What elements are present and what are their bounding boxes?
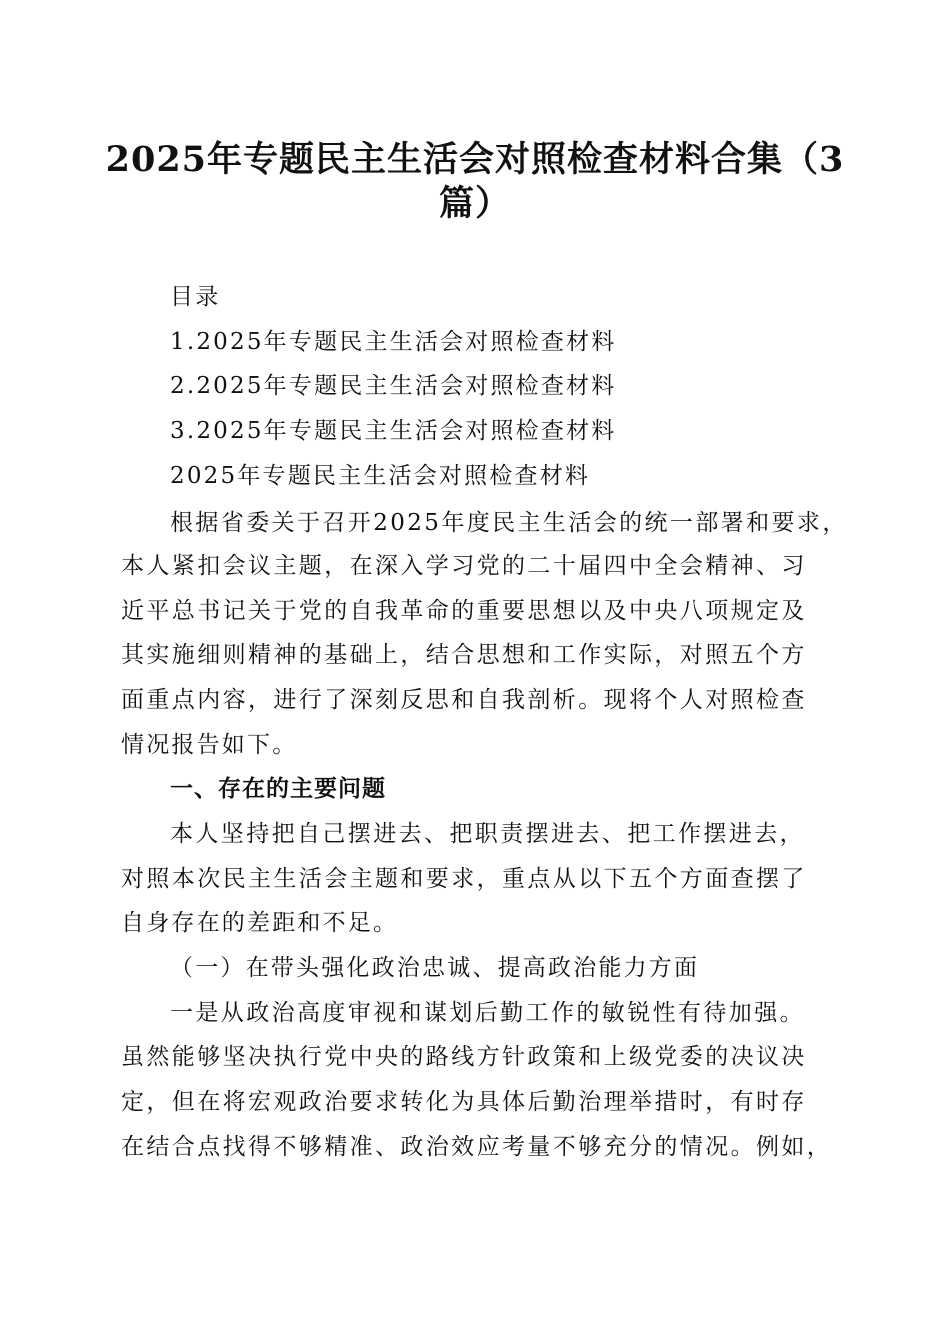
section-1-line: 本人坚持把自己摆进去、把职责摆进去、把工作摆进去， (170, 821, 805, 847)
toc-heading: 目录 (170, 284, 221, 310)
point-1-line: 一是从政治高度审视和谋划后勤工作的敏锐性有待加强。 (170, 1000, 805, 1026)
intro-line: 根据省委关于召开2025年度民主生活会的统一部署和要求， (170, 510, 848, 536)
intro-line: 其实施细则精神的基础上，结合思想和工作实际，对照五个方 (121, 642, 807, 668)
section-heading-1: 一、存在的主要问题 (170, 776, 386, 802)
point-1-line: 在结合点找得不够精准、政治效应考量不够充分的情况。例如， (121, 1134, 833, 1160)
document-title-line-2: 篇） (438, 183, 511, 224)
point-1-line: 虽然能够坚决执行党中央的路线方针政策和上级党委的决议决 (121, 1044, 807, 1070)
toc-item-1: 1.2025年专题民主生活会对照检查材料 (170, 329, 617, 355)
intro-line: 面重点内容，进行了深刻反思和自我剖析。现将个人对照检查 (121, 687, 807, 713)
toc-item-2: 2.2025年专题民主生活会对照检查材料 (170, 373, 617, 399)
point-1-line: 定，但在将宏观政治要求转化为具体后勤治理举措时，有时存 (121, 1089, 807, 1115)
intro-line: 近平总书记关于党的自我革命的重要思想以及中央八项规定及 (121, 598, 807, 624)
document-title (100, 138, 850, 226)
intro-line: 本人紧扣会议主题，在深入学习党的二十届四中全会精神、习 (121, 553, 807, 579)
section-1-line: 自身存在的差距和不足。 (121, 910, 399, 936)
toc-item-3: 3.2025年专题民主生活会对照检查材料 (170, 418, 617, 444)
intro-line: 情况报告如下。 (121, 732, 298, 758)
document-title-line-1: 2025年专题民主生活会对照检查材料合集（3 (105, 139, 845, 180)
article-title: 2025年专题民主生活会对照检查材料 (170, 463, 591, 489)
section-1-line: 对照本次民主生活会主题和要求，重点从以下五个方面查摆了 (121, 866, 807, 892)
subsection-heading-1: （一）在带头强化政治忠诚、提高政治能力方面 (170, 955, 700, 981)
